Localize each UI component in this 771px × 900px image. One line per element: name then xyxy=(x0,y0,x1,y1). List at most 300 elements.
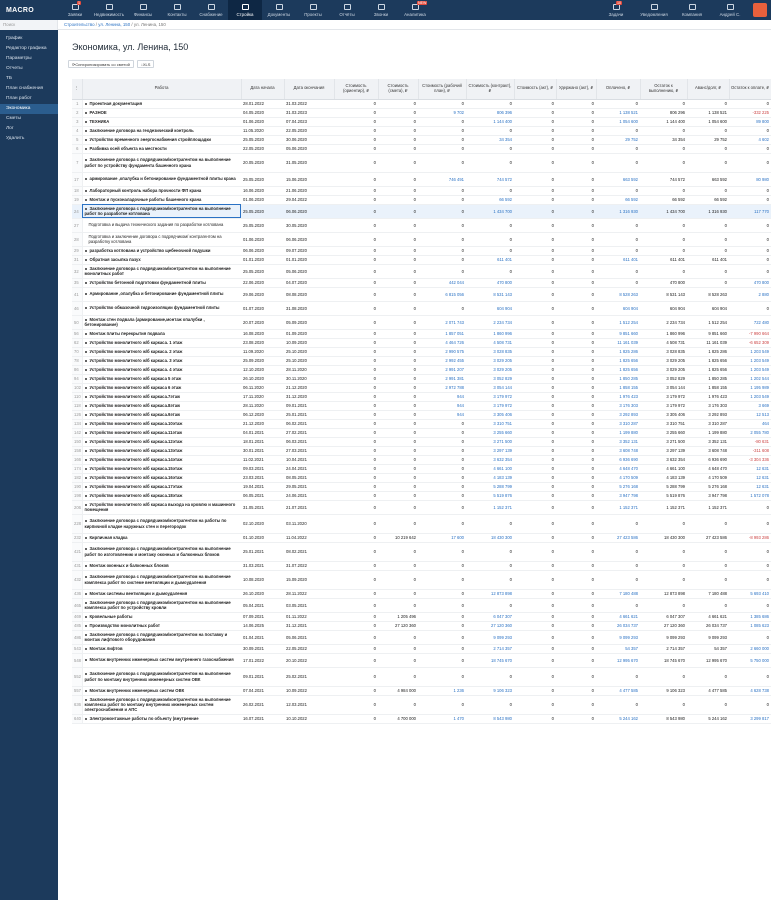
sidebar-item-6[interactable]: План работ xyxy=(6,96,32,101)
start-date: 01.04.2021 xyxy=(241,630,284,644)
column-header-12[interactable]: Аванс/долг, ₽ xyxy=(687,79,729,99)
sidebar-item-5[interactable]: План снабжения xyxy=(6,86,44,91)
work-name-cell[interactable] xyxy=(82,533,241,542)
table-row[interactable] xyxy=(72,329,771,338)
work-name-cell[interactable] xyxy=(82,144,241,153)
value-cell-10: 0 xyxy=(729,99,771,108)
bullet-icon xyxy=(85,387,87,389)
nav-item-8[interactable] xyxy=(330,0,364,20)
work-name-cell[interactable] xyxy=(82,195,241,204)
value-cell-10: 5 693 410 xyxy=(729,589,771,598)
breadcrumb-separator: / xyxy=(130,22,134,27)
work-name-cell[interactable] xyxy=(82,347,241,356)
table-row[interactable] xyxy=(72,144,771,153)
table-row[interactable] xyxy=(72,612,771,621)
column-header-7[interactable]: Стоимость (контракт), ₽ xyxy=(466,79,514,99)
value-cell-4: 3 305 406 xyxy=(466,410,514,419)
work-name: Устройство монолитного ж/б каркаса.14этаж xyxy=(89,456,183,462)
table-row[interactable] xyxy=(72,621,771,630)
value-cell-8: 3 029 205 xyxy=(640,365,687,374)
value-cell-10: 722 480 xyxy=(729,315,771,329)
table-row[interactable] xyxy=(72,365,771,374)
work-name-cell[interactable] xyxy=(82,264,241,278)
table-row[interactable] xyxy=(72,347,771,356)
table-row[interactable] xyxy=(72,232,771,246)
nav-item-9[interactable] xyxy=(364,0,398,20)
breadcrumb xyxy=(58,22,166,27)
value-cell-5: 0 xyxy=(514,482,556,491)
work-name: Заключение договора с подрядчиком/контрагентом на выполнение комплекса работ по монтажу внутренних инженерных систем электроснабжения и АПС xyxy=(84,696,231,713)
value-cell-2: 10 219 642 xyxy=(378,533,418,542)
work-name-cell[interactable] xyxy=(82,542,241,561)
table-row[interactable] xyxy=(72,561,771,570)
value-cell-7: 663 592 xyxy=(596,172,640,186)
work-name-cell[interactable] xyxy=(82,392,241,401)
start-date: 28.11.2020 xyxy=(241,401,284,410)
nav-item-7[interactable] xyxy=(296,0,330,20)
table-row[interactable] xyxy=(72,117,771,126)
work-name-cell[interactable] xyxy=(82,500,241,514)
column-header-8[interactable]: Стоимость (акт), ₽ xyxy=(514,79,556,99)
value-cell-10: 0 xyxy=(729,630,771,644)
value-cell-1: 0 xyxy=(334,186,378,195)
work-name-cell[interactable] xyxy=(82,630,241,644)
end-date: 22.05.2020 xyxy=(284,126,334,135)
bullet-icon xyxy=(85,405,87,407)
value-cell-7: 27 423 586 xyxy=(596,533,640,542)
table-row[interactable] xyxy=(72,392,771,401)
top-right-label: Задачи xyxy=(608,11,624,17)
value-cell-5: 0 xyxy=(514,195,556,204)
table-row[interactable] xyxy=(72,374,771,383)
value-cell-5: 0 xyxy=(514,612,556,621)
work-name-cell[interactable] xyxy=(82,108,241,117)
column-header-3[interactable]: Дата окончания xyxy=(284,79,334,99)
value-cell-9: 0 xyxy=(687,570,729,589)
start-date: 12.10.2020 xyxy=(241,365,284,374)
table-row[interactable] xyxy=(72,630,771,644)
work-name: ТЕХНИКА xyxy=(89,118,110,124)
table-row[interactable] xyxy=(72,410,771,419)
start-date: 26.10.2020 xyxy=(241,374,284,383)
calls-icon xyxy=(378,4,385,10)
column-header-0[interactable]: ⋮ xyxy=(72,79,82,99)
work-name-cell[interactable] xyxy=(82,232,241,246)
work-name-cell[interactable] xyxy=(82,255,241,264)
value-cell-1: 0 xyxy=(334,533,378,542)
work-name-cell[interactable] xyxy=(82,419,241,428)
end-date: 06.06.2020 xyxy=(284,232,334,246)
table-row[interactable] xyxy=(72,455,771,464)
value-cell-7: 0 xyxy=(596,570,640,589)
value-cell-10: -80 631 xyxy=(729,437,771,446)
work-name-cell[interactable] xyxy=(82,401,241,410)
column-header-11[interactable]: Остаток к выполнению, ₽ xyxy=(640,79,687,99)
value-cell-4: 2 234 734 xyxy=(466,315,514,329)
table-row[interactable] xyxy=(72,473,771,482)
value-cell-9: 4 477 585 xyxy=(687,686,729,695)
row-number: 70 xyxy=(72,347,82,356)
value-cell-5: 0 xyxy=(514,383,556,392)
column-header-5[interactable]: Стоимость (смета), ₽ xyxy=(378,79,418,99)
table-row[interactable] xyxy=(72,383,771,392)
value-cell-1: 0 xyxy=(334,255,378,264)
export-xls-button[interactable] xyxy=(137,60,155,68)
breadcrumb-root[interactable]: Строительство xyxy=(64,22,95,27)
value-cell-7: 1 199 880 xyxy=(596,428,640,437)
work-name-cell[interactable] xyxy=(82,117,241,126)
value-cell-5: 0 xyxy=(514,246,556,255)
table-row[interactable] xyxy=(72,714,771,723)
value-cell-3: 0 xyxy=(418,446,466,455)
column-header-10[interactable]: Оплачено, ₽ xyxy=(596,79,640,99)
value-cell-5: 0 xyxy=(514,542,556,561)
work-name-cell[interactable] xyxy=(82,218,241,232)
value-cell-4: 0 xyxy=(466,561,514,570)
value-cell-7: 9 851 660 xyxy=(596,329,640,338)
work-name-cell[interactable] xyxy=(82,598,241,612)
work-name-cell[interactable] xyxy=(82,301,241,315)
sidebar-item-9[interactable]: Лог xyxy=(6,126,14,131)
value-cell-4: 611 401 xyxy=(466,255,514,264)
table-row[interactable] xyxy=(72,464,771,473)
row-number: 640 xyxy=(74,716,81,721)
work-name-cell[interactable] xyxy=(82,612,241,621)
sidebar-item-4[interactable]: ТБ xyxy=(6,76,13,81)
work-name-cell[interactable] xyxy=(82,246,241,255)
column-header-13[interactable]: Остаток к оплате, ₽ xyxy=(729,79,771,99)
table-row[interactable] xyxy=(72,695,771,714)
work-name-cell[interactable] xyxy=(82,172,241,186)
sidebar-item-1[interactable]: Редактор графика xyxy=(6,46,47,51)
work-name-cell[interactable] xyxy=(82,695,241,714)
column-header-4[interactable]: Стоимость (ориентир), ₽ xyxy=(334,79,378,99)
value-cell-10: 0 xyxy=(729,232,771,246)
table-row[interactable] xyxy=(72,500,771,514)
value-cell-3: 0 xyxy=(418,135,466,144)
value-cell-4: 1 860 996 xyxy=(466,329,514,338)
sidebar-item-7[interactable]: Экономика xyxy=(0,104,58,114)
column-header-6[interactable]: Стоимость (рабочий план), ₽ xyxy=(418,79,466,99)
work-name-cell[interactable] xyxy=(82,446,241,455)
value-cell-3: 944 xyxy=(418,401,466,410)
value-cell-6: 0 xyxy=(556,491,596,500)
value-cell-7: 29 752 xyxy=(596,135,640,144)
row-number: 18 xyxy=(72,186,82,195)
bullet-icon xyxy=(85,673,87,675)
search-input[interactable]: Поиск xyxy=(0,20,58,30)
work-name-cell[interactable] xyxy=(82,644,241,653)
value-cell-5: 0 xyxy=(514,301,556,315)
bell-icon xyxy=(651,4,658,10)
value-cell-4: 6 047 307 xyxy=(466,612,514,621)
value-cell-4: 0 xyxy=(466,264,514,278)
nav-item-4[interactable] xyxy=(194,0,228,20)
value-cell-10: 0 xyxy=(729,301,771,315)
table-row[interactable] xyxy=(72,218,771,232)
table-row[interactable] xyxy=(72,126,771,135)
table-row[interactable] xyxy=(72,246,771,255)
row-number: 421 xyxy=(72,542,82,561)
column-header-9[interactable]: Удержано (акт), ₽ xyxy=(556,79,596,99)
value-cell-6: 0 xyxy=(556,667,596,686)
table-row[interactable] xyxy=(72,419,771,428)
start-date: 23.03.2021 xyxy=(241,473,284,482)
value-cell-6: 0 xyxy=(556,356,596,365)
value-cell-5: 0 xyxy=(514,410,556,419)
sidebar-item-0[interactable]: График xyxy=(6,36,23,41)
top-right-item-1[interactable] xyxy=(635,0,673,20)
work-name-cell[interactable] xyxy=(82,473,241,482)
end-date: 05.06.2020 xyxy=(284,264,334,278)
work-name-cell[interactable] xyxy=(82,374,241,383)
table-row[interactable] xyxy=(72,542,771,561)
table-row[interactable] xyxy=(72,491,771,500)
work-name-cell[interactable] xyxy=(82,338,241,347)
nav-item-label: Финансы xyxy=(133,11,153,17)
sidebar-item-8[interactable]: Сметы xyxy=(6,116,21,121)
start-date: 25.05.2020 xyxy=(241,218,284,232)
end-date: 31.03.2022 xyxy=(284,99,334,108)
work-name: Устройство обмазочной гидроизоляции фундаментной плиты xyxy=(89,305,220,311)
value-cell-2: 0 xyxy=(378,186,418,195)
work-name: Устройство монолитного ж/б каркаса.11этаж xyxy=(89,429,183,435)
table-row[interactable] xyxy=(72,428,771,437)
row-number: 28 xyxy=(72,232,82,246)
table-row[interactable] xyxy=(72,338,771,347)
top-right-item-3[interactable] xyxy=(711,0,749,20)
work-name: Заключение договора с подрядчиком/контрагентом на работы по кирпичной кладке наружных стен и перегородок xyxy=(84,518,227,529)
work-name-cell[interactable] xyxy=(82,561,241,570)
value-cell-8: 0 xyxy=(640,598,687,612)
row-number: 465 xyxy=(72,598,82,612)
work-name-cell[interactable] xyxy=(82,329,241,338)
value-cell-3: 0 xyxy=(418,653,466,667)
work-name: Монтаж стен подвала (армирование,монтаж опалубки , бетонирование) xyxy=(84,316,205,327)
table-row[interactable] xyxy=(72,108,771,117)
top-right-item-2[interactable] xyxy=(673,0,711,20)
table-row[interactable] xyxy=(72,482,771,491)
work-name-cell[interactable] xyxy=(82,653,241,667)
nav-item-0[interactable] xyxy=(58,0,92,20)
table-row[interactable] xyxy=(72,401,771,410)
work-name-cell[interactable] xyxy=(82,621,241,630)
nav-item-2[interactable] xyxy=(126,0,160,20)
value-cell-10: 1 203 549 xyxy=(729,347,771,356)
work-name-cell[interactable] xyxy=(82,667,241,686)
work-name: Устройство монолитного ж/б каркаса. 3 этаж xyxy=(89,357,183,363)
work-name-cell[interactable] xyxy=(82,410,241,419)
value-cell-1: 0 xyxy=(334,204,378,218)
value-cell-5: 0 xyxy=(514,514,556,533)
value-cell-10: 0 xyxy=(729,195,771,204)
value-cell-1: 0 xyxy=(334,589,378,598)
value-cell-6: 0 xyxy=(556,374,596,383)
value-cell-1: 0 xyxy=(334,473,378,482)
table-row[interactable] xyxy=(72,514,771,533)
end-date: 30.05.2020 xyxy=(284,218,334,232)
work-name-cell[interactable] xyxy=(82,278,241,287)
end-date: 08.08.2020 xyxy=(284,287,334,301)
table-row[interactable] xyxy=(72,135,771,144)
work-name-cell[interactable] xyxy=(82,455,241,464)
sidebar-item-3[interactable]: Отчеты xyxy=(6,66,23,71)
work-name: Лабораторный контроль набора прочности ФП крана xyxy=(89,187,202,193)
work-name-cell[interactable] xyxy=(82,356,241,365)
table-row[interactable] xyxy=(72,172,771,186)
value-cell-8: 9 106 323 xyxy=(640,686,687,695)
value-cell-3: 0 xyxy=(418,437,466,446)
start-date: 01.10.2020 xyxy=(241,533,284,542)
work-name-cell[interactable] xyxy=(82,437,241,446)
nav-item-6[interactable] xyxy=(262,0,296,20)
table-row[interactable] xyxy=(72,99,771,108)
value-cell-5: 0 xyxy=(514,589,556,598)
work-name-cell[interactable] xyxy=(82,686,241,695)
work-name: Электромонтажные работы по объекту (внутренние xyxy=(89,715,199,721)
table-row[interactable] xyxy=(72,204,771,218)
work-name-cell[interactable] xyxy=(82,428,241,437)
work-name-cell[interactable] xyxy=(82,99,241,108)
value-cell-6: 0 xyxy=(556,315,596,329)
work-name-cell[interactable] xyxy=(82,482,241,491)
start-date: 20.05.2020 xyxy=(241,153,284,172)
work-name-cell[interactable] xyxy=(82,287,241,301)
table-row[interactable] xyxy=(72,446,771,455)
table-row[interactable] xyxy=(72,153,771,172)
work-name-cell[interactable] xyxy=(82,714,241,723)
value-cell-4: 3 179 972 xyxy=(466,392,514,401)
value-cell-2: 0 xyxy=(378,482,418,491)
value-cell-7: 1 825 656 xyxy=(596,356,640,365)
nav-item-3[interactable] xyxy=(160,0,194,20)
work-name-cell[interactable] xyxy=(82,589,241,598)
value-cell-9: 3 176 303 xyxy=(687,401,729,410)
value-cell-8: 806 296 xyxy=(640,108,687,117)
work-name-cell[interactable] xyxy=(82,491,241,500)
table-row[interactable] xyxy=(72,653,771,667)
table-row[interactable] xyxy=(72,195,771,204)
bullet-icon xyxy=(85,103,87,105)
row-number: 118 xyxy=(74,403,81,408)
row-number: 7 xyxy=(72,153,82,172)
value-cell-4: 0 xyxy=(466,126,514,135)
row-number: 86 xyxy=(72,365,82,374)
value-cell-4: 27 120 360 xyxy=(466,621,514,630)
bullet-icon xyxy=(85,396,87,398)
table-row[interactable] xyxy=(72,667,771,686)
value-cell-5: 0 xyxy=(514,464,556,473)
value-cell-6: 0 xyxy=(556,232,596,246)
sidebar-item-2[interactable]: Параметры xyxy=(6,56,32,61)
help-button[interactable] xyxy=(753,3,767,17)
work-name-cell[interactable] xyxy=(82,126,241,135)
value-cell-5: 0 xyxy=(514,392,556,401)
start-date: 09.03.2021 xyxy=(241,464,284,473)
table-row[interactable] xyxy=(72,287,771,301)
table-row[interactable] xyxy=(72,570,771,589)
value-cell-10: -7 990 664 xyxy=(729,329,771,338)
table-row[interactable] xyxy=(72,278,771,287)
value-cell-10: 1 385 686 xyxy=(729,612,771,621)
app-logo[interactable]: MACRO xyxy=(6,6,34,14)
start-date: 25.01.2021 xyxy=(241,542,284,561)
work-name-cell[interactable] xyxy=(82,383,241,392)
table-row[interactable] xyxy=(72,255,771,264)
value-cell-7: 611 401 xyxy=(596,255,640,264)
work-name-cell[interactable] xyxy=(82,315,241,329)
top-right-item-0[interactable] xyxy=(597,0,635,20)
value-cell-6: 0 xyxy=(556,482,596,491)
value-cell-7: 1 316 930 xyxy=(596,204,640,218)
value-cell-4: 3 029 205 xyxy=(466,365,514,374)
start-date: 20.07.2020 xyxy=(241,315,284,329)
value-cell-4: 3 179 972 xyxy=(466,401,514,410)
bullet-icon xyxy=(85,459,87,461)
table-row[interactable] xyxy=(72,437,771,446)
work-name-cell[interactable] xyxy=(82,135,241,144)
work-name-cell[interactable] xyxy=(82,570,241,589)
value-cell-6: 0 xyxy=(556,630,596,644)
table-row[interactable] xyxy=(72,598,771,612)
work-name-cell[interactable] xyxy=(82,365,241,374)
breadcrumb-object[interactable]: ул. Ленина, 150 xyxy=(98,22,131,27)
table-row[interactable] xyxy=(72,644,771,653)
start-date: 23.08.2020 xyxy=(241,338,284,347)
work-name: Производство монолитных работ xyxy=(89,622,160,628)
table-row[interactable] xyxy=(72,356,771,365)
table-row[interactable] xyxy=(72,264,771,278)
work-name-cell[interactable] xyxy=(82,464,241,473)
value-cell-4: 0 xyxy=(466,153,514,172)
value-cell-1: 0 xyxy=(334,301,378,315)
work-name-cell[interactable] xyxy=(82,204,241,218)
start-date: 07.09.2021 xyxy=(241,612,284,621)
nav-item-5[interactable] xyxy=(228,0,262,20)
end-date: 28.11.2022 xyxy=(284,589,334,598)
value-cell-5: 0 xyxy=(514,653,556,667)
column-header-2[interactable]: Дата начала xyxy=(241,79,284,99)
nav-item-10[interactable] xyxy=(398,0,432,20)
nav-item-1[interactable] xyxy=(92,0,126,20)
work-name-cell[interactable] xyxy=(82,514,241,533)
value-cell-8: 3 632 354 xyxy=(640,455,687,464)
table-row[interactable] xyxy=(72,686,771,695)
table-row[interactable] xyxy=(72,301,771,315)
work-name: Монтаж системы вентиляции и дымоудаления xyxy=(89,590,188,596)
work-name-cell[interactable] xyxy=(82,186,241,195)
value-cell-6: 0 xyxy=(556,264,596,278)
value-cell-8: 9 099 293 xyxy=(640,630,687,644)
table-row[interactable] xyxy=(72,533,771,542)
work-name-cell[interactable] xyxy=(82,153,241,172)
end-date: 01.09.2020 xyxy=(284,329,334,338)
table-row[interactable] xyxy=(72,186,771,195)
value-cell-6: 0 xyxy=(556,473,596,482)
sync-with-estimate-button[interactable] xyxy=(68,60,134,68)
table-row[interactable] xyxy=(72,315,771,329)
nav-item-label: Аналитика xyxy=(404,11,426,17)
column-header-1[interactable]: Работа xyxy=(82,79,241,99)
work-name: Устройство монолитного ж/б каркаса 5 этаж xyxy=(89,375,182,381)
value-cell-6: 0 xyxy=(556,392,596,401)
value-cell-4: 2 714 357 xyxy=(466,644,514,653)
work-name: Заключение договора с подрядчиком/контрагентом на выполнение работ по разработке котлована xyxy=(84,205,231,216)
value-cell-4: 1 144 400 xyxy=(466,117,514,126)
value-cell-6: 0 xyxy=(556,172,596,186)
table-row[interactable] xyxy=(72,589,771,598)
sidebar-item-10[interactable]: Удалить xyxy=(6,136,25,141)
